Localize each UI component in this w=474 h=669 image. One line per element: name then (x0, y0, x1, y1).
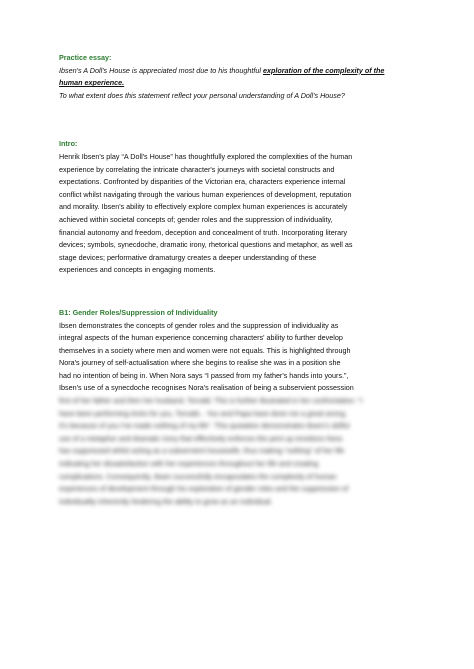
blurred-line: has suppressed whilst acting as a subservient housewife, thus making “nothing” of her life (59, 446, 345, 456)
body1-line: integral aspects of the human experience concerning characters' ability to further develop (59, 333, 343, 343)
blurred-line: It's because of you I've made nothing of my life”. This quotation demonstrates Ibsen's skilful (59, 421, 350, 431)
body1-paragraph (59, 320, 389, 396)
intro-line: and morality. Ibsen's ability to effectively explore complex human experiences is accurately (59, 202, 348, 212)
body1-line: themselves in a society where men and women were not equals. This is highlighted through (59, 345, 351, 355)
essay-prompt (59, 65, 389, 90)
intro-line: financial autonomy and freedom, deception and concealment of truth. Incorporating literary (59, 227, 348, 237)
intro-line: stage devices; performative dramaturgy creates a deeper understanding of these (59, 252, 317, 262)
intro-paragraph (59, 151, 389, 277)
prompt-emphasis: exploration of the complexity of the human experience. (59, 65, 385, 88)
body1-line: Nora's journey of self-actualisation where she begins to realise she was in a position she (59, 358, 341, 368)
body1-line: had no intention of being in. When Nora says “I passed from my father's hands into yours.”, (59, 370, 349, 380)
intro-line: expectations. Confronted by disparities of the Victorian era, characters experience internal (59, 177, 346, 187)
blurred-line: experiences of development through his exploration of gender roles and the suppression of (59, 484, 349, 494)
intro-line: devices; symbols, synecdoche, dramatic irony, rhetorical questions and metaphor, as well as (59, 240, 353, 250)
practice-essay-heading: Practice essay: (59, 53, 112, 62)
prompt-text: Ibsen's A Doll's House is appreciated most due to his thoughtful (59, 65, 263, 75)
intro-line: experience by correlating the intricate character's journeys with societal constructs and (59, 164, 335, 174)
blurred-preview-text (59, 395, 389, 508)
blurred-line: use of a metaphor and dramatic irony that effectively enforces the pent up emotions Nora (59, 433, 343, 443)
intro-line: experiences and concepts in engaging moments. (59, 265, 216, 275)
body1-heading: B1: Gender Roles/Suppression of Individuality (59, 307, 218, 317)
essay-content (59, 52, 389, 508)
blurred-line: individuality inherently hindering the ability to grow as an individual. (59, 496, 273, 506)
essay-question: To what extent does this statement reflect your personal understanding of A Doll's House? (59, 90, 345, 100)
intro-line: achieved within societal concepts of; gender roles and the suppression of individuality, (59, 214, 333, 224)
blurred-line: have been performing tricks for you, Torvald... You and Papa have done me a great wrong. (59, 408, 347, 418)
blurred-line: complications. Consequently, Ibsen successfully encapsulates the complexity of human (59, 471, 337, 481)
intro-line: conflict whilst navigating through the various human experiences of development, reputation (59, 189, 352, 199)
intro-heading: Intro: (59, 139, 78, 149)
blurred-line: indicating her dissatisfaction with her experiences throughout her life and creating (59, 459, 319, 469)
body1-line: Ibsen demonstrates the concepts of gender roles and the suppression of individuality as (59, 320, 339, 330)
body1-line: Ibsen's use of a synecdoche recognises Nora's realisation of being a subservient possession (59, 383, 354, 393)
blurred-line: first of her father and then her husband, Torvald. This is further illustrated in her confrontation: “I (59, 396, 363, 406)
intro-line: Henrik Ibsen's play “A Doll's House” has thoughtfully explored the complexities of the human (59, 151, 353, 161)
